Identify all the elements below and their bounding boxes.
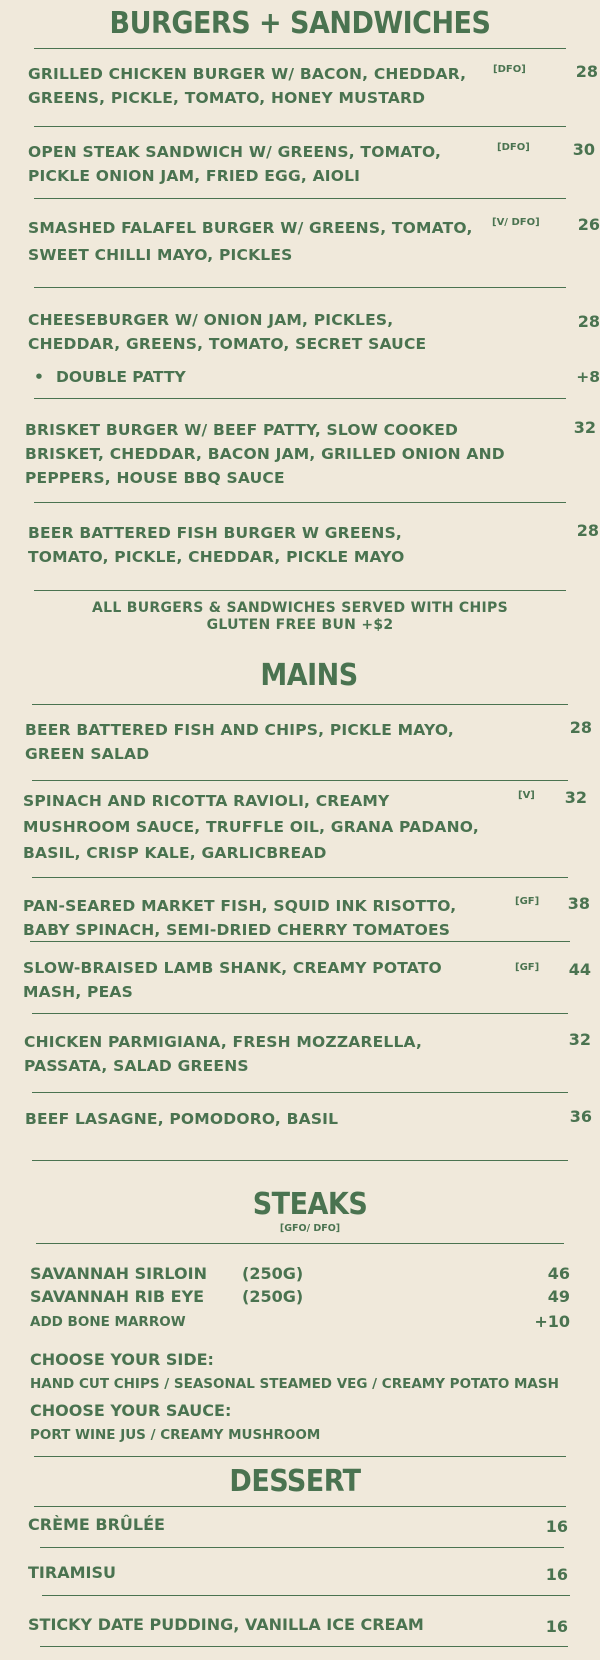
divider [34, 398, 566, 399]
divider [32, 704, 568, 705]
dessert-price: 16 [545, 1617, 568, 1636]
note-line: GLUTEN FREE BUN +$2 [206, 617, 394, 633]
item-description: OPEN STEAK SANDWICH W/ GREENS, TOMATO, PICKLE ONION JAM, FRIED EGG, AIOLI [28, 143, 442, 185]
dessert-price: 16 [545, 1565, 568, 1584]
menu-item [0, 215, 600, 269]
divider [34, 48, 566, 49]
menu-item [0, 1107, 600, 1131]
steak-weight: (250G) [242, 1287, 304, 1306]
dessert-title: DESSERT [229, 1464, 361, 1499]
item-price: 38 [567, 894, 590, 913]
item-price: 36 [569, 1107, 592, 1126]
dietary-tag: [V/ DFO] [492, 217, 540, 228]
item-price: 26 [577, 215, 600, 234]
menu-item [0, 418, 600, 490]
steaks-title: STEAKS [252, 1187, 368, 1222]
steak-price: 46 [547, 1264, 570, 1283]
dietary-tag: [GF] [515, 962, 540, 973]
item-price: 28 [577, 312, 600, 331]
dessert-item [0, 1562, 568, 1584]
menu-item [0, 521, 600, 569]
addon-label: DOUBLE PATTY [56, 368, 186, 386]
item-description: SLOW-BRAISED LAMB SHANK, CREAMY POTATO MASH, PEAS [23, 959, 442, 1001]
menu-item [0, 62, 600, 110]
steak-row [0, 1286, 570, 1308]
menu-item [0, 718, 600, 766]
item-price: 30 [572, 140, 595, 159]
dietary-tag: [V] [518, 790, 535, 801]
item-description: PAN-SEARED MARKET FISH, SQUID INK RISOTTO, BABY SPINACH, SEMI-DRIED CHERRY TOMATOES [23, 897, 457, 939]
item-price: 32 [573, 418, 596, 437]
dessert-price: 16 [545, 1517, 568, 1536]
bullet-icon: • [34, 368, 44, 386]
addon-price: +10 [534, 1312, 570, 1331]
steak-row [0, 1263, 570, 1285]
divider [34, 1456, 566, 1457]
item-description: BEER BATTERED FISH BURGER W GREENS, TOMATO, PICKLE, CHEDDAR, PICKLE MAYO [28, 524, 405, 566]
item-price: 44 [568, 960, 591, 979]
steak-addon-row [0, 1311, 570, 1333]
item-description: SMASHED FALAFEL BURGER W/ GREENS, TOMATO, SWEET CHILLI MAYO, PICKLES [28, 219, 473, 264]
divider [32, 1160, 568, 1161]
dessert-name: CRÈME BRÛLÉE [28, 1515, 165, 1534]
menu-item [0, 1030, 600, 1078]
divider [32, 877, 568, 878]
menu-item [0, 894, 600, 942]
side-options: HAND CUT CHIPS / SEASONAL STEAMED VEG / CREAMY POTATO MASH [30, 1376, 559, 1392]
burgers-title: BURGERS + SANDWICHES [109, 6, 491, 41]
dessert-item [0, 1514, 568, 1536]
addon-price: +8 [576, 368, 600, 386]
menu-item [0, 308, 600, 356]
steaks-subtitle: [GFO/ DFO] [279, 1223, 341, 1234]
item-price: 32 [564, 788, 587, 807]
divider [34, 198, 566, 199]
item-description: BEER BATTERED FISH AND CHIPS, PICKLE MAYO, GREEN SALAD [25, 721, 454, 763]
dessert-item [0, 1614, 568, 1636]
item-description: GRILLED CHICKEN BURGER W/ BACON, CHEDDAR, GREENS, PICKLE, TOMATO, HONEY MUSTARD [28, 65, 467, 107]
note-line: ALL BURGERS & SANDWICHES SERVED WITH CHIPS [92, 600, 508, 616]
divider [40, 1646, 568, 1647]
divider [32, 1092, 568, 1093]
steak-name: SAVANNAH SIRLOIN [30, 1264, 207, 1283]
sauce-options: PORT WINE JUS / CREAMY MUSHROOM [30, 1427, 321, 1443]
mains-title: MAINS [260, 658, 358, 693]
divider [34, 287, 566, 288]
divider [40, 1547, 564, 1548]
dietary-tag: [DFO] [493, 64, 526, 75]
item-price: 28 [569, 718, 592, 737]
steak-weight: (250G) [242, 1264, 304, 1283]
divider [34, 590, 566, 591]
divider [30, 941, 570, 942]
item-price: 32 [568, 1030, 591, 1049]
divider [32, 1013, 568, 1014]
addon-label: ADD BONE MARROW [30, 1314, 186, 1330]
dietary-tag: [DFO] [497, 142, 530, 153]
divider [32, 780, 568, 781]
menu-item [0, 788, 600, 866]
dietary-tag: [GF] [515, 896, 540, 907]
steak-price: 49 [547, 1287, 570, 1306]
item-description: BEEF LASAGNE, POMODORO, BASIL [25, 1110, 339, 1128]
dessert-name: STICKY DATE PUDDING, VANILLA ICE CREAM [28, 1615, 424, 1634]
choose-sauce-title: CHOOSE YOUR SAUCE: [30, 1401, 232, 1420]
divider [34, 126, 566, 127]
menu-item [0, 140, 600, 188]
divider [42, 1595, 570, 1596]
item-price: 28 [576, 521, 599, 540]
item-description: BRISKET BURGER W/ BEEF PATTY, SLOW COOKED BRISKET, CHEDDAR, BACON JAM, GRILLED ONION AND PEPPERS, HOUSE BBQ SAUCE [25, 421, 505, 487]
menu-item [0, 956, 600, 1004]
item-description: CHEESEBURGER W/ ONION JAM, PICKLES, CHEDDAR, GREENS, TOMATO, SECRET SAUCE [28, 311, 427, 353]
dessert-name: TIRAMISU [28, 1563, 116, 1582]
divider [34, 502, 566, 503]
choose-side-title: CHOOSE YOUR SIDE: [30, 1350, 214, 1369]
divider [34, 1506, 566, 1507]
item-description: SPINACH AND RICOTTA RAVIOLI, CREAMY MUSHROOM SAUCE, TRUFFLE OIL, GRANA PADANO, BASIL, CRISP KALE, GARLICBREAD [23, 792, 479, 862]
addon-row [0, 366, 600, 388]
item-description: CHICKEN PARMIGIANA, FRESH MOZZARELLA, PASSATA, SALAD GREENS [24, 1033, 423, 1075]
item-price: 28 [575, 62, 598, 81]
steak-name: SAVANNAH RIB EYE [30, 1287, 205, 1306]
burgers-note [0, 600, 600, 634]
divider [36, 1243, 564, 1244]
